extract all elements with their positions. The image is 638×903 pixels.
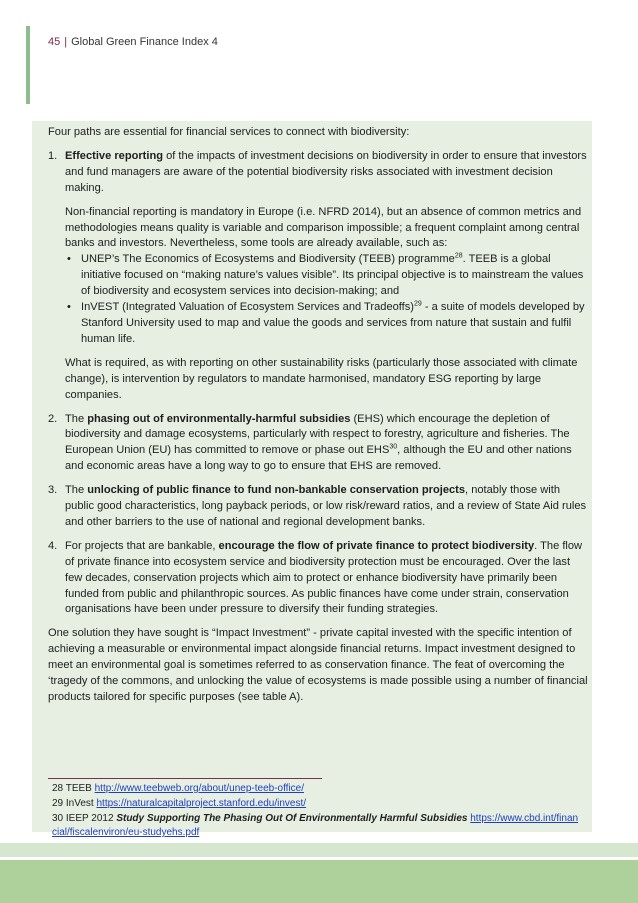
footer-band-light <box>0 843 638 857</box>
item-text: (EHS) which encourage the depletion of biodiversity and damage ecosystems, particularly with respect to forestry, agriculture and fisheries. The European Union (EU) has committed to remove or phase out EHS <box>65 412 570 457</box>
item-text: The <box>65 484 88 497</box>
list-item-4 <box>48 539 589 619</box>
header-separator: | <box>64 36 68 48</box>
list-item <box>65 252 589 300</box>
footnote-title: Study Supporting The Phasing Out Of Environmentally Harmful Subsidies <box>116 813 468 824</box>
item-text: , notably those with public good characteristics, long payback periods, or low risk/reward ratios, and a review of State Aid rules and other barriers to the use of national and regional development banks. <box>65 484 587 528</box>
footnote-link[interactable]: http://www.teebweb.org/about/unep-teeb-office/ <box>94 783 305 794</box>
item-1-bold: Effective reporting <box>65 149 164 162</box>
footer-band-dark <box>0 860 638 903</box>
footnote-30 <box>52 812 582 840</box>
closing-paragraph: One solution they have sought is “Impact Investment” - private capital invested with the specific intention of achieving a measurable or environmental impact alongside financial returns. Impact investment designed to meet an environmental goal is sometimes referred to as conservation finance. The feat of overcoming the ‘tragedy of the commons, and unlocking the value of ecosystems is made possible using a number of financial products tailored for specific purposes (see table A). <box>48 627 588 703</box>
item-text: The <box>65 412 88 425</box>
footnote-label: 29 InVest <box>52 798 97 809</box>
item-4-bold: encourage the flow of private finance to protect biodiversity <box>218 539 535 552</box>
footnote-28 <box>52 782 582 796</box>
item-2-paragraph <box>65 412 589 476</box>
list-item <box>65 300 589 348</box>
header-accent-bar <box>26 26 30 104</box>
footnote-29 <box>52 797 582 811</box>
item-number: 3. <box>48 484 58 497</box>
footnote-label: 30 IEEP 2012 <box>52 813 117 824</box>
list-item-2 <box>48 412 589 476</box>
bullet-icon: • <box>67 301 71 314</box>
item-2-bold: phasing out of environmentally-harmful subsidies <box>87 412 351 425</box>
footnote-label: 28 TEEB <box>52 783 95 794</box>
item-text: . The flow of private finance into ecosystem service and biodiversity protection must be encouraged. Over the last few decades, conservation projects which aim to protect or enhance biodiversity have primarily been funded from public and philanthropic sources. As public finances have come under strain, conservation organisations have been under pressure to diversify their funding strategies. <box>65 539 583 616</box>
item-1-para2: Non-financial reporting is mandatory in Europe (i.e. NFRD 2014), but an absence of common metrics and methodologies means quality is variable and comparison impossible; a frequent complaint among central banks and investors. Nevertheless, some tools are already available, such as: <box>65 205 582 250</box>
bullet-icon: • <box>67 253 71 266</box>
intro-paragraph: Four paths are essential for financial services to connect with biodiversity: <box>48 126 410 138</box>
item-3-paragraph <box>65 483 589 531</box>
item-1-para3: What is required, as with reporting on other sustainability risks (particularly those associated with climate change), is intervention by regulators to mandate harmonised, mandatory ESG reporting by large companies. <box>65 356 578 401</box>
footnote-divider <box>48 778 322 779</box>
tools-list <box>65 252 589 347</box>
footnote-link[interactable]: https://naturalcapitalproject.stanford.edu/invest/ <box>96 798 307 809</box>
list-item-1 <box>48 149 589 404</box>
box-content <box>48 125 589 706</box>
item-text: , although the EU and other nations and economic areas have a long way to go to ensure that EHS are removed. <box>65 444 572 473</box>
item-4-paragraph <box>65 539 589 619</box>
item-3-bold: unlocking of public finance to fund non-bankable conservation projects <box>87 484 466 497</box>
item-number: 4. <box>48 539 58 552</box>
publication-title: Global Green Finance Index 4 <box>71 36 218 48</box>
item-text: For projects that are bankable, <box>65 539 219 552</box>
item-number: 2. <box>48 412 58 425</box>
bullet-text: - a suite of models developed by Stanford University used to map and value the goods and services from nature that sustain and fulfil human life. <box>81 301 585 345</box>
footnote-ref: 29 <box>414 300 422 308</box>
footnote-link[interactable]: https://www.cbd.int/financial/fiscalenviron/eu-studyehs.pdf <box>52 813 579 838</box>
footnote-ref: 30 <box>389 443 398 451</box>
running-header <box>48 36 218 48</box>
bullet-text: . TEEB is a global initiative focused on “making nature’s values visible”. Its principal objective is to mainstream the values of biodiversity and ecosystem services into decision-making; and <box>81 253 584 298</box>
page-number: 45 <box>48 36 61 48</box>
bullet-text: UNEP’s The Economics of Ecosystems and Biodiversity (TEEB) programme <box>81 253 455 266</box>
item-number: 1. <box>48 149 58 162</box>
footnote-ref: 28 <box>454 252 463 260</box>
bullet-text: InVEST (Integrated Valuation of Ecosystem Services and Tradeoffs) <box>81 301 414 314</box>
item-1-paragraph <box>65 149 589 197</box>
item-1-text: of the impacts of investment decisions on biodiversity in order to ensure that investors and fund managers are aware of the potential biodiversity risks associated with investment decision making. <box>65 149 587 194</box>
list-item-3 <box>48 483 589 531</box>
